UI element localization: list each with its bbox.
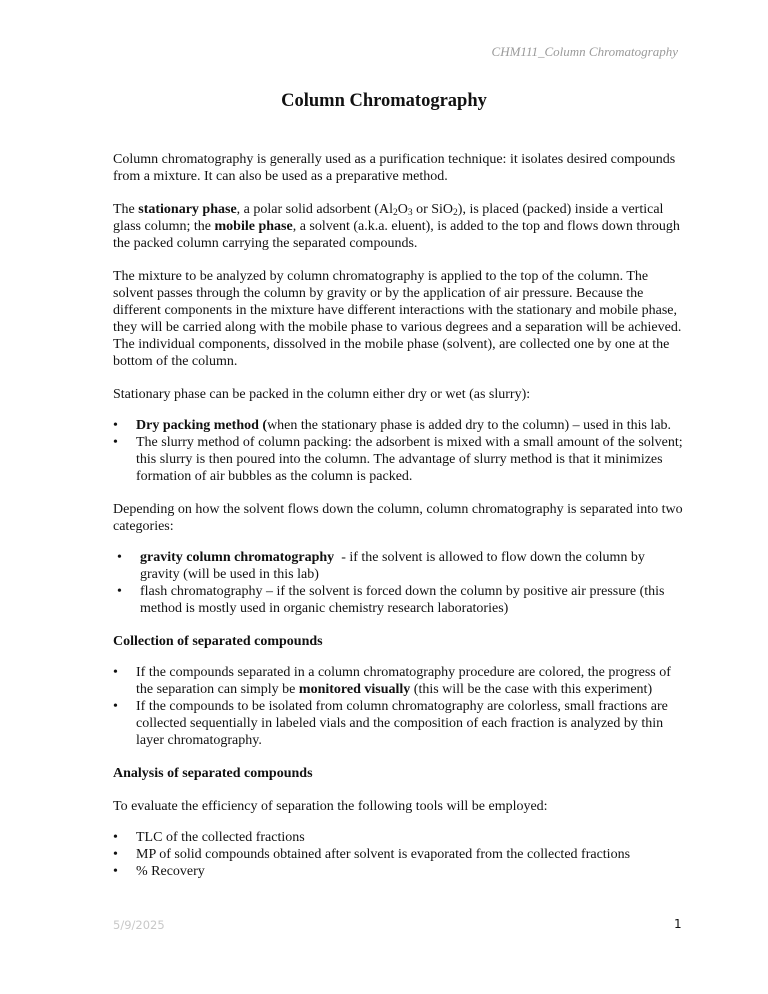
- footer-date: 5/9/2025: [113, 918, 165, 932]
- bold-term: gravity column chromatography: [140, 550, 335, 565]
- categories-intro: Depending on how the solvent flows down the column, column chromatography is separated into two categories:: [113, 502, 683, 534]
- text: ), is placed (packed) inside a vertical glass column; the: [113, 202, 664, 234]
- list-item: [113, 549, 683, 583]
- bold-term: Dry packing method (: [136, 418, 268, 433]
- list-item: • MP of solid compounds obtained after solvent is evaporated from the collected fractions: [113, 846, 683, 863]
- collection-list: [113, 664, 683, 749]
- list-item-text: The slurry method of column packing: the adsorbent is mixed with a small amount of the solvent; this slurry is then poured into the column. The advantage of slurry method is that it minimizes formation of air bubbles as the column is packed.: [136, 435, 683, 484]
- list-item-text: flash chromatography – if the solvent is forced down the column by positive air pressure (this method is mostly used in organic chemistry research laboratories): [140, 584, 665, 616]
- text: , a solvent (a.k.a. eluent), is added to the top and flows down through the packed column carrying the separated compounds.: [113, 219, 680, 251]
- categories-list: [113, 549, 683, 617]
- term-stationary-phase: stationary phase: [138, 202, 237, 217]
- list-item: [113, 583, 683, 617]
- analysis-intro: To evaluate the efficiency of separation the following tools will be employed:: [113, 799, 548, 814]
- intro-paragraph: Column chromatography is generally used as a purification technique: it isolates desired compounds from a mixture. It can also be used as a preparative method.: [113, 152, 676, 184]
- document-body: [113, 151, 683, 896]
- analysis-tools-list: [113, 829, 683, 880]
- packing-methods-list: [113, 417, 683, 485]
- section-heading-collection: Collection of separated compounds: [113, 634, 323, 649]
- list-item-text: - if the solvent is allowed to flow down the column by gravity (will be used in this lab): [140, 550, 649, 582]
- list-item-text: If the compounds to be isolated from column chromatography are colorless, small fractions are collected sequentially in labeled vials and the composition of each fraction is analyzed by thin layer chromatography.: [136, 699, 668, 748]
- list-item: [113, 434, 683, 485]
- subscript: 3: [407, 208, 413, 218]
- list-item-text: If the compounds separated in a column chromatography procedure are colored, the progress of the separation can simply be: [136, 665, 671, 697]
- list-item: • TLC of the collected fractions: [113, 829, 683, 846]
- running-header: CHM111_Column Chromatography: [491, 44, 678, 59]
- list-item: [113, 417, 683, 434]
- page-title: Column Chromatography: [281, 91, 487, 111]
- list-item-text: (this will be the case with this experiment): [410, 682, 653, 697]
- term-mobile-phase: mobile phase: [214, 219, 293, 234]
- subscript: 2: [392, 208, 398, 218]
- list-item-text: when the stationary phase is added dry to the column) – used in this lab.: [267, 418, 672, 433]
- text: The: [113, 202, 139, 217]
- text: , a polar solid adsorbent (Al: [236, 202, 393, 217]
- list-item: • % Recovery: [113, 863, 683, 880]
- subscript: 2: [453, 208, 458, 218]
- phases-paragraph: [113, 201, 683, 252]
- bold-term: monitored visually: [298, 682, 411, 697]
- process-paragraph: The mixture to be analyzed by column chromatography is applied to the top of the column. The solvent passes through the column by gravity or by the application of air pressure. Because the different components in the mixture have different interactions with the stationary and mobile phase, they will be carried along with the mobile phase to various degrees and a separation will be achieved. The individual components, dissolved in the mobile phase (solvent), are collected one by one at the bottom of the column.: [113, 269, 682, 369]
- text: or SiO: [412, 202, 454, 217]
- packing-intro: Stationary phase can be packed in the column either dry or wet (as slurry):: [113, 387, 531, 402]
- page-number: 1: [674, 917, 682, 931]
- text: O: [397, 202, 408, 217]
- section-heading-analysis: Analysis of separated compounds: [113, 766, 313, 781]
- list-item: [113, 698, 683, 749]
- list-item: [113, 664, 683, 698]
